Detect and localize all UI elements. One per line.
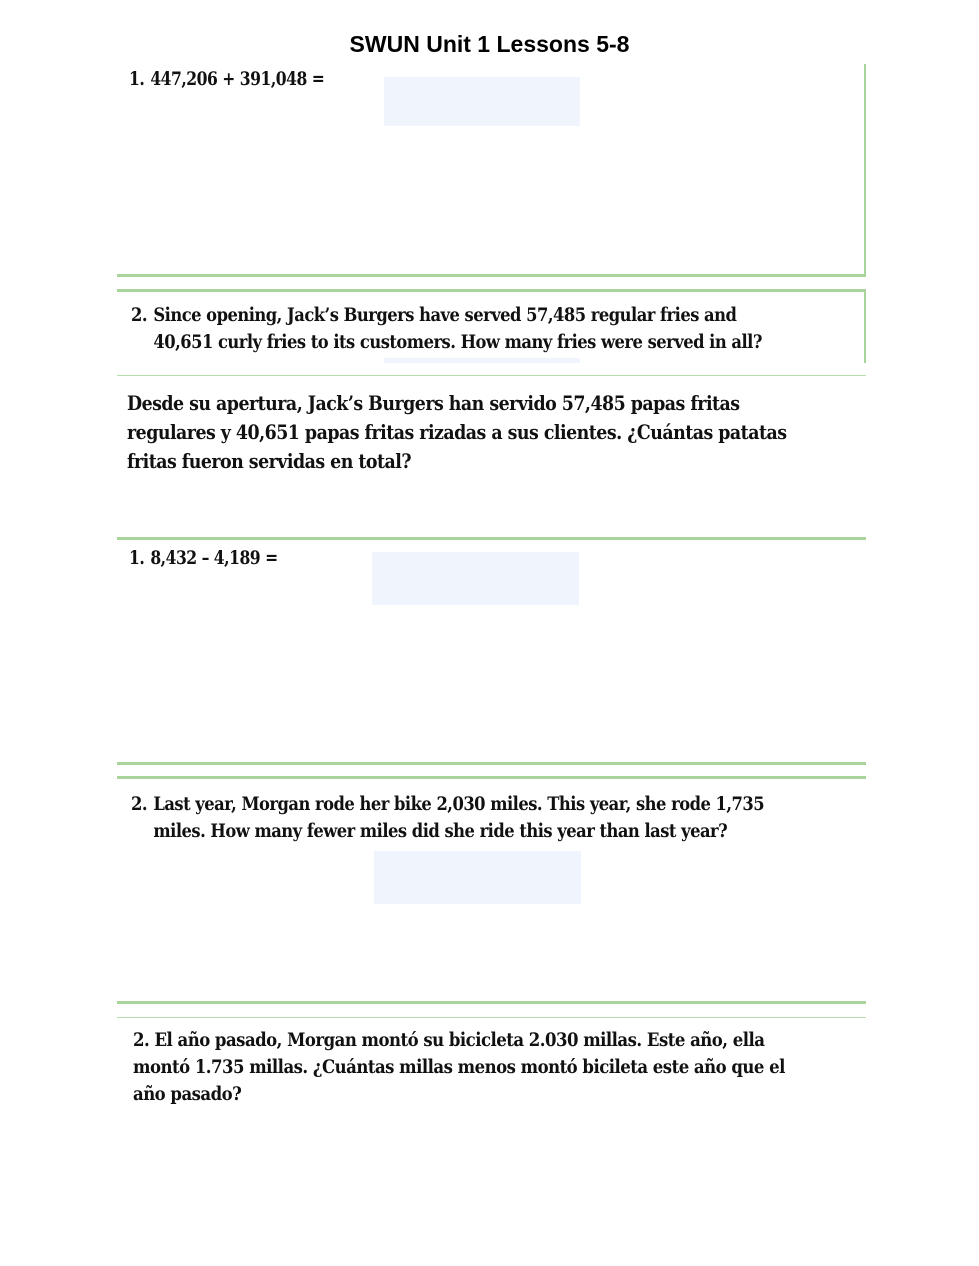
problem-text-line: miles. How many fewer miles did she ride this year than last year? <box>153 820 728 842</box>
divider <box>117 537 866 540</box>
divider-vertical <box>864 289 866 363</box>
problem-text: 8,432 – 4,189 = <box>150 547 278 569</box>
problem-text-line: Desde su apertura, Jack’s Burgers han servido 57,485 papas fritas <box>127 391 740 415</box>
problem-2-miles-spanish <box>133 1027 785 1108</box>
divider <box>117 375 866 376</box>
divider <box>117 289 866 292</box>
answer-box-subtraction-2[interactable] <box>374 851 581 904</box>
problem-text-line: año pasado? <box>133 1083 242 1105</box>
divider <box>117 1017 866 1018</box>
problem-text-line: Since opening, Jack’s Burgers have served 57,485 regular fries and <box>153 304 737 326</box>
problem-text-line: 2. El año pasado, Morgan montó su bicicleta 2.030 millas. Este año, ella <box>133 1029 765 1051</box>
page-title: SWUN Unit 1 Lessons 5-8 <box>349 31 630 57</box>
divider <box>117 1001 866 1004</box>
divider-vertical <box>864 64 866 276</box>
problem-number: 2. <box>131 793 148 815</box>
problem-1-addition <box>129 66 324 93</box>
problem-number: 2. <box>131 304 148 326</box>
problem-2-miles <box>131 791 764 845</box>
problem-text-line: 40,651 curly fries to its customers. How many fries were served in all? <box>153 331 762 353</box>
problem-1-subtraction <box>129 545 278 572</box>
problem-number: 1. <box>129 547 145 569</box>
problem-text-line: fritas fueron servidas en total? <box>127 449 412 473</box>
problem-number: 1. <box>129 68 145 90</box>
answer-box-addition-1[interactable] <box>384 77 580 126</box>
divider <box>117 274 866 277</box>
answer-box-addition-2[interactable] <box>384 358 580 363</box>
problem-text-line: regulares y 40,651 papas fritas rizadas a sus clientes. ¿Cuántas patatas <box>127 420 787 444</box>
answer-box-subtraction-1[interactable] <box>372 552 579 605</box>
problem-text: 447,206 + 391,048 = <box>150 68 325 90</box>
divider <box>117 776 866 779</box>
problem-text-line: Last year, Morgan rode her bike 2,030 miles. This year, she rode 1,735 <box>153 793 765 815</box>
divider <box>117 762 866 765</box>
problem-2-fries <box>131 302 762 356</box>
problem-text-line: montó 1.735 millas. ¿Cuántas millas menos montó bicileta este año que el <box>133 1056 785 1078</box>
problem-2-fries-spanish <box>127 389 786 476</box>
